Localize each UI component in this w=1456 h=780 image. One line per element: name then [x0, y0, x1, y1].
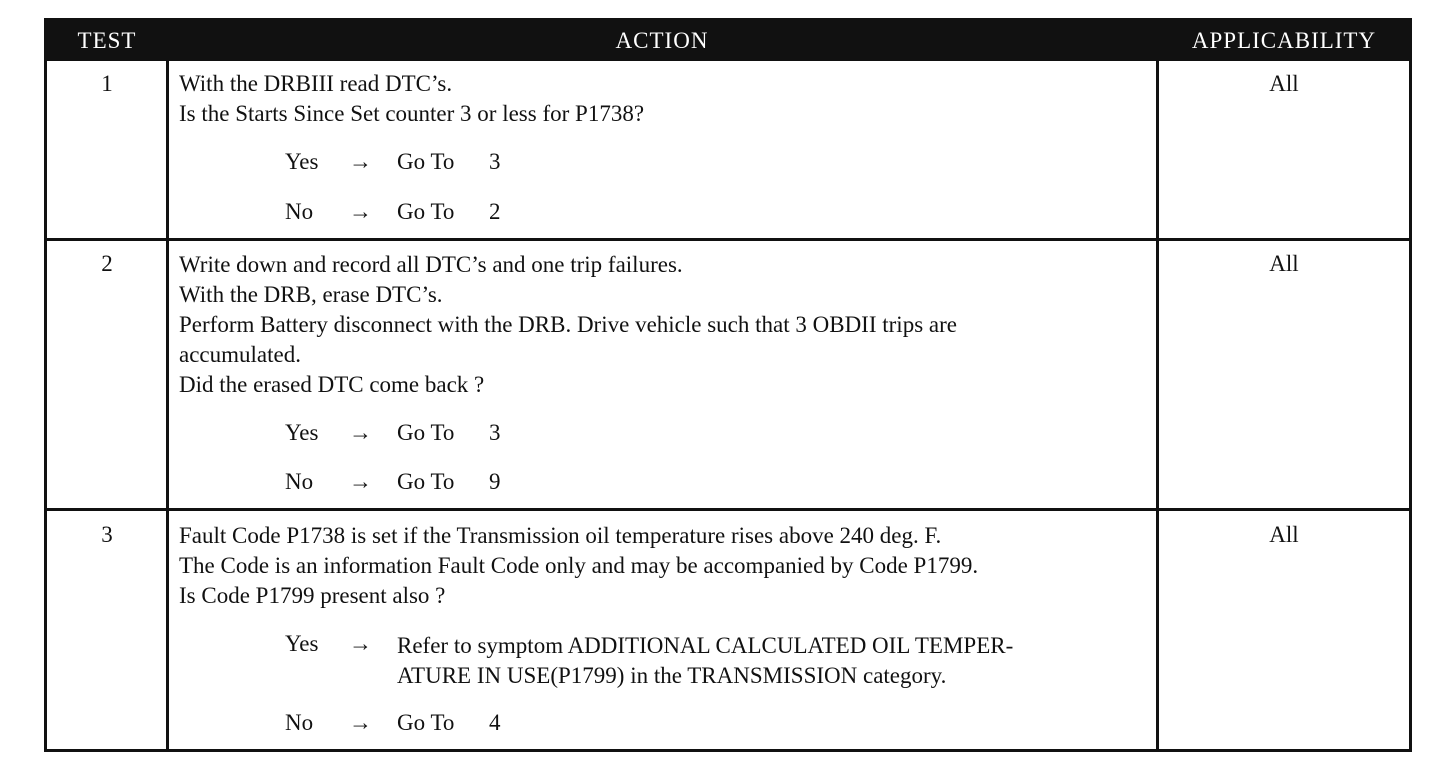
no-label: No	[285, 710, 314, 735]
goto-label: Go To	[397, 420, 455, 445]
test-number: 1	[101, 71, 113, 96]
yes-option	[285, 631, 1014, 688]
arrow-icon: →	[349, 199, 372, 224]
action-line: The Code is an information Fault Code only and may be accompanied by Code P1799.	[179, 553, 979, 578]
action-line: Fault Code P1738 is set if the Transmission oil temperature rises above 240 deg. F.	[179, 523, 942, 548]
yes-label: Yes	[285, 631, 319, 656]
applicability-cell: All	[1269, 251, 1299, 276]
action-line: accumulated.	[179, 342, 301, 367]
no-label: No	[285, 469, 314, 494]
yes-option	[285, 420, 501, 446]
goto-target: 3	[489, 420, 501, 445]
action-line: Is Code P1799 present also ?	[179, 583, 446, 608]
row-divider	[47, 238, 1409, 241]
applicability-cell: All	[1269, 71, 1299, 96]
goto-target: 2	[489, 199, 501, 224]
refer-line: ATURE IN USE(P1799) in the TRANSMISSION category.	[397, 663, 947, 688]
action-line: Perform Battery disconnect with the DRB. Drive vehicle such that 3 OBDII trips are	[179, 312, 957, 337]
goto-target: 9	[489, 469, 501, 494]
arrow-icon: →	[349, 631, 372, 656]
action-text	[179, 521, 1159, 611]
action-line: Did the erased DTC come back ?	[179, 372, 485, 397]
yes-label: Yes	[285, 149, 319, 174]
no-option	[285, 199, 501, 225]
goto-label: Go To	[397, 710, 455, 735]
test-number: 3	[101, 522, 113, 547]
yes-refer-text	[397, 631, 1013, 691]
arrow-icon: →	[349, 420, 372, 445]
header-applicability: APPLICABILITY	[1191, 28, 1377, 53]
refer-line: Refer to symptom ADDITIONAL CALCULATED OIL TEMPER-	[397, 633, 1014, 658]
test-number: 2	[101, 251, 113, 276]
applicability-cell: All	[1269, 522, 1299, 547]
no-option	[285, 710, 501, 736]
action-line: With the DRB, erase DTC’s.	[179, 282, 443, 307]
action-line: Write down and record all DTC’s and one trip failures.	[179, 252, 683, 277]
goto-target: 3	[489, 149, 501, 174]
goto-target: 4	[489, 710, 501, 735]
arrow-icon: →	[349, 710, 372, 735]
header-test: TEST	[77, 28, 137, 53]
column-divider	[166, 61, 169, 749]
goto-label: Go To	[397, 469, 455, 494]
diagnostic-table	[44, 18, 1412, 752]
no-option	[285, 469, 501, 495]
header-action: ACTION	[615, 28, 709, 53]
column-divider	[1156, 61, 1159, 749]
action-line: Is the Starts Since Set counter 3 or less for P1738?	[179, 101, 645, 126]
table-header	[47, 21, 1409, 61]
goto-label: Go To	[397, 149, 455, 174]
no-label: No	[285, 199, 314, 224]
action-text	[179, 69, 1159, 129]
goto-label: Go To	[397, 199, 455, 224]
yes-option	[285, 149, 501, 175]
action-line: With the DRBIII read DTC’s.	[179, 71, 453, 96]
arrow-icon: →	[349, 149, 372, 174]
action-text	[179, 250, 1159, 400]
row-divider	[47, 508, 1409, 511]
arrow-icon: →	[349, 469, 372, 494]
yes-label: Yes	[285, 420, 319, 445]
